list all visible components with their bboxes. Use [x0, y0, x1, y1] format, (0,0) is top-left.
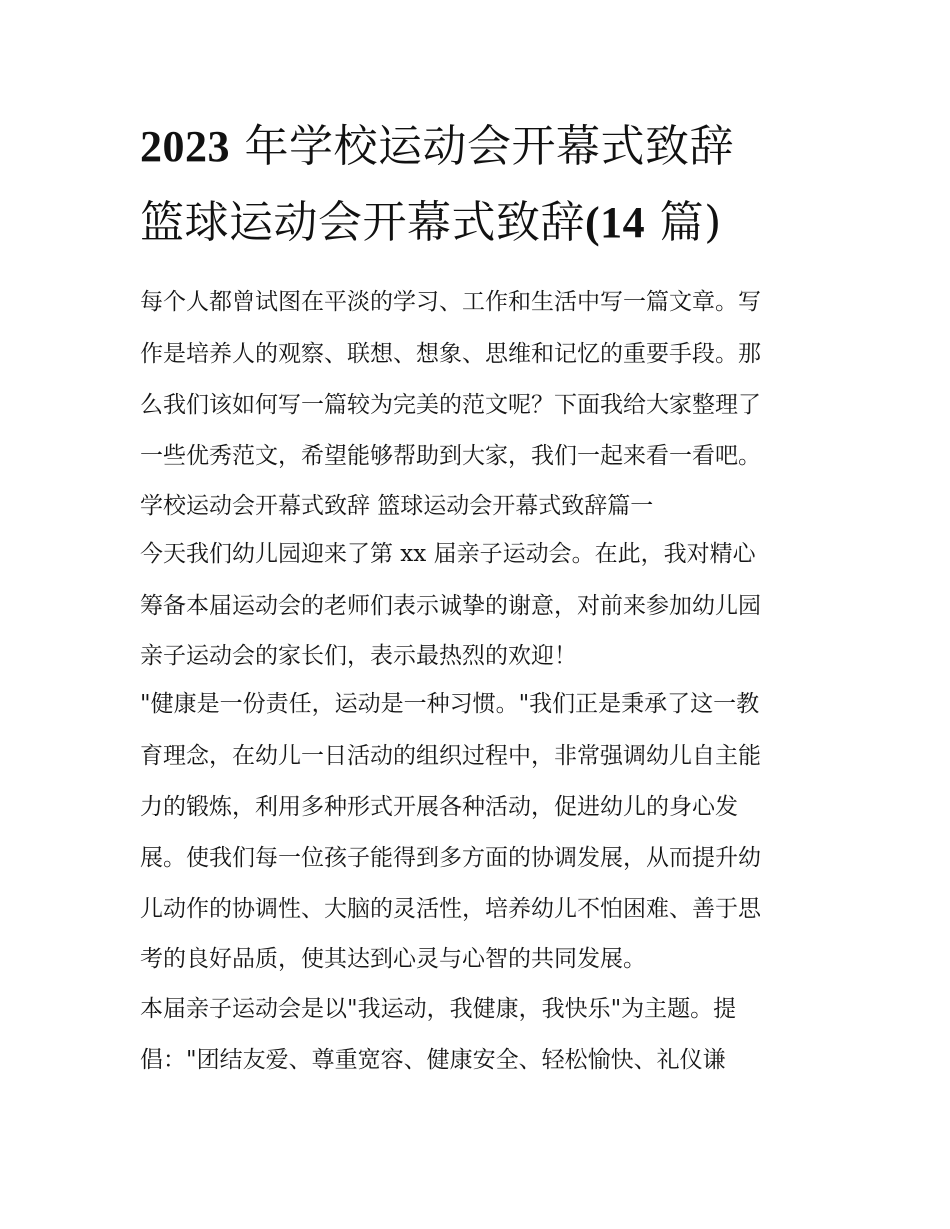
section-heading: 学校运动会开幕式致辞 篮球运动会开幕式致辞篇一: [140, 493, 654, 519]
body-line: "健康是一份责任，运动是一种习惯。"我们正是秉承了这一教: [140, 691, 760, 717]
title-year: 2023: [140, 122, 230, 171]
body-line: 么我们该如何写一篇较为完美的范文呢？下面我给大家整理了: [140, 392, 761, 418]
body-line: 本届亲子运动会是以"我运动，我健康，我快乐"为主题。提: [140, 996, 737, 1022]
body-line: 力的锻炼，利用多种形式开展各种活动，促进幼儿的身心发: [140, 794, 738, 820]
body-line: 展。使我们每一位孩子能得到多方面的协调发展，从而提升幼: [140, 845, 761, 871]
title-count: (14: [585, 198, 646, 247]
title-line-2-suffix: 篇): [645, 197, 722, 248]
body-line: 一些优秀范文，希望能够帮助到大家，我们一起来看一看吧。: [140, 443, 761, 469]
body-line: 筹备本届运动会的老师们表示诚挚的谢意，对前来参加幼儿园: [140, 593, 761, 619]
body-line: 今天我们幼儿园迎来了第 xx 届亲子运动会。在此，我对精心: [140, 541, 756, 567]
body-line: 每个人都曾试图在平淡的学习、工作和生活中写一篇文章。写: [140, 289, 761, 315]
body-line: 儿动作的协调性、大脑的灵活性，培养幼儿不怕困难、善于思: [140, 896, 761, 922]
title-line-2-text: 篮球运动会开幕式致辞: [140, 197, 585, 248]
body-line: 作是培养人的观察、联想、想象、思维和记忆的重要手段。那: [140, 341, 761, 367]
body-line: 亲子运动会的家长们，表示最热烈的欢迎！: [140, 643, 577, 669]
document-title-line-2: [140, 197, 820, 249]
document-title-line-1: [140, 121, 820, 173]
title-line-1-text: 年学校运动会开幕式致辞: [230, 121, 734, 172]
body-line: 考的良好品质，使其达到心灵与心智的共同发展。: [140, 946, 646, 972]
body-line: 倡："团结友爱、尊重宽容、健康安全、轻松愉快、礼仪谦: [140, 1047, 726, 1073]
body-line: 育理念，在幼儿一日活动的组织过程中，非常强调幼儿自主能: [140, 743, 761, 769]
